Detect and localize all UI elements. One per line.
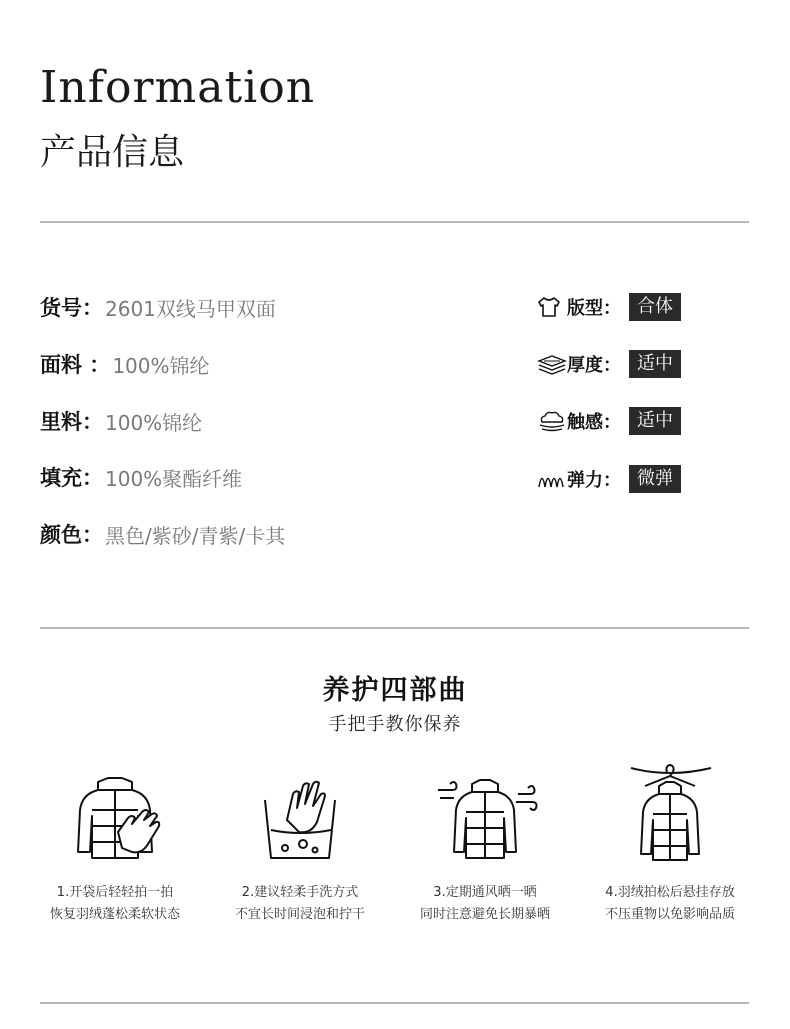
attr-badge: 合体 bbox=[629, 293, 681, 321]
spec-item-fabric bbox=[40, 349, 210, 379]
care-step-text-2: 不宜长时间浸泡和拧干 bbox=[234, 907, 365, 922]
spec-value: 黑色/紫砂/青紫/卡其 bbox=[105, 523, 286, 548]
spec-label: 里料： bbox=[40, 410, 103, 434]
divider-bottom bbox=[40, 1002, 749, 1004]
spec-value: 100%锦纶 bbox=[105, 410, 203, 435]
layers-icon bbox=[537, 352, 567, 376]
page-title-cn: 产品信息 bbox=[40, 132, 185, 173]
attr-label: 弹力： bbox=[567, 470, 621, 491]
page-title-en: Information bbox=[40, 62, 316, 113]
spec-value: 100%聚酯纤维 bbox=[105, 466, 243, 491]
attr-label: 版型： bbox=[567, 298, 621, 319]
care-step-text-2: 不压重物以免影响品质 bbox=[604, 907, 735, 922]
spec-value: 100%锦纶 bbox=[112, 353, 210, 378]
spec-label: 货号： bbox=[40, 296, 103, 320]
spec-label: 填充： bbox=[40, 466, 103, 490]
divider-middle bbox=[40, 627, 749, 629]
care-step-4 bbox=[575, 760, 765, 926]
care-subtitle: 手把手教你保养 bbox=[328, 714, 462, 735]
hand-wash-icon bbox=[245, 760, 355, 870]
jacket-pat-icon bbox=[60, 760, 170, 870]
attr-badge: 适中 bbox=[629, 350, 681, 378]
jacket-hanger-icon bbox=[615, 760, 725, 870]
spec-item-color bbox=[40, 519, 285, 549]
attr-elasticity bbox=[537, 465, 681, 493]
care-step-3 bbox=[390, 760, 580, 926]
care-step-text-2: 同时注意避免长期暴晒 bbox=[419, 907, 550, 922]
attr-label: 厚度： bbox=[567, 355, 621, 376]
attr-fit bbox=[537, 293, 681, 321]
attr-thickness bbox=[537, 350, 681, 378]
cloud-hand-icon bbox=[537, 409, 567, 433]
tshirt-icon bbox=[537, 295, 567, 319]
care-step-1 bbox=[20, 760, 210, 926]
attr-badge: 适中 bbox=[629, 407, 681, 435]
attr-touch bbox=[537, 407, 681, 435]
spec-label: 面料 ： bbox=[40, 353, 111, 377]
care-step-text-2: 恢复羽绒蓬松柔软状态 bbox=[49, 907, 180, 922]
attr-badge: 微弹 bbox=[629, 465, 681, 493]
spec-item-filling bbox=[40, 462, 242, 492]
care-step-text-1: 1.开袋后轻轻拍一拍 bbox=[56, 885, 174, 900]
spec-item-lining bbox=[40, 406, 202, 436]
care-step-text-1: 2.建议轻柔手洗方式 bbox=[241, 885, 359, 900]
care-title: 养护四部曲 bbox=[322, 675, 468, 706]
spec-item-sku bbox=[40, 292, 276, 322]
care-step-text-1: 3.定期通风晒一晒 bbox=[433, 885, 537, 900]
care-step-2 bbox=[205, 760, 395, 926]
spring-icon bbox=[537, 467, 567, 491]
spec-label: 颜色： bbox=[40, 523, 103, 547]
divider-top bbox=[40, 221, 749, 223]
jacket-air-icon bbox=[430, 760, 540, 870]
attr-label: 触感： bbox=[567, 412, 621, 433]
care-step-text-1: 4.羽绒拍松后悬挂存放 bbox=[605, 885, 735, 900]
spec-value: 2601双线马甲双面 bbox=[105, 296, 276, 321]
